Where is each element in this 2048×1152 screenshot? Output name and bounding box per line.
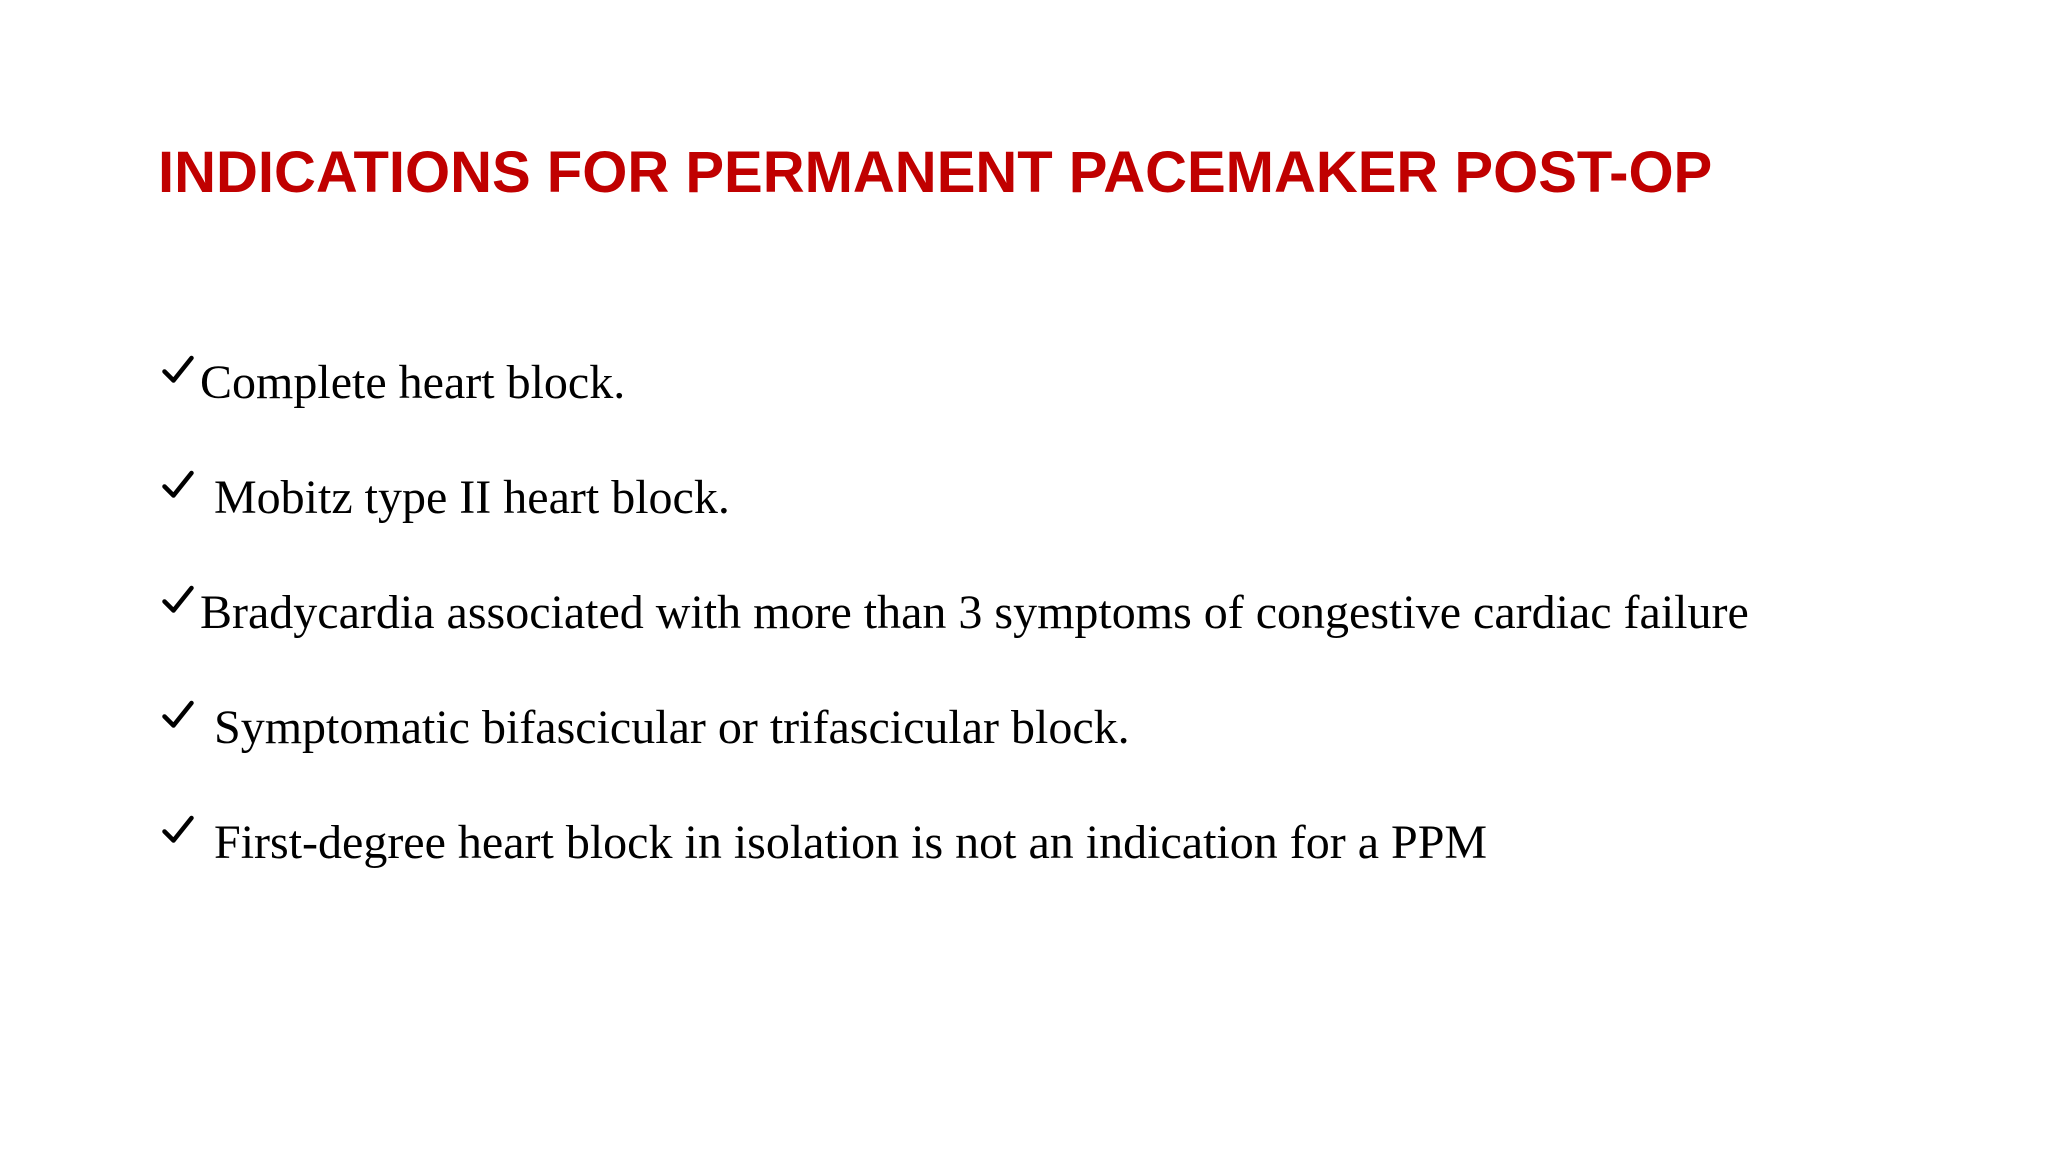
list-item — [160, 348, 2020, 463]
bullet-text: First-degree heart block in isolation is not an indication for a PPM — [214, 816, 1488, 869]
bullet-text: Bradycardia associated with more than 3 symptoms of congestive cardiac failure — [200, 586, 1749, 639]
bullet-list — [160, 348, 2020, 923]
slide-title: INDICATIONS FOR PERMANENT PACEMAKER POST-OP — [158, 140, 1713, 205]
check-icon — [160, 802, 200, 848]
check-icon — [160, 457, 200, 503]
bullet-text: Symptomatic bifascicular or trifascicular block. — [214, 701, 1130, 754]
list-item — [160, 463, 2020, 578]
check-icon — [160, 572, 200, 618]
list-item — [160, 578, 2020, 693]
bullet-text: Mobitz type II heart block. — [214, 471, 730, 524]
list-item — [160, 808, 2020, 923]
check-icon — [160, 687, 200, 733]
list-item — [160, 693, 2020, 808]
check-icon — [160, 342, 200, 388]
bullet-text: Complete heart block. — [200, 356, 626, 409]
